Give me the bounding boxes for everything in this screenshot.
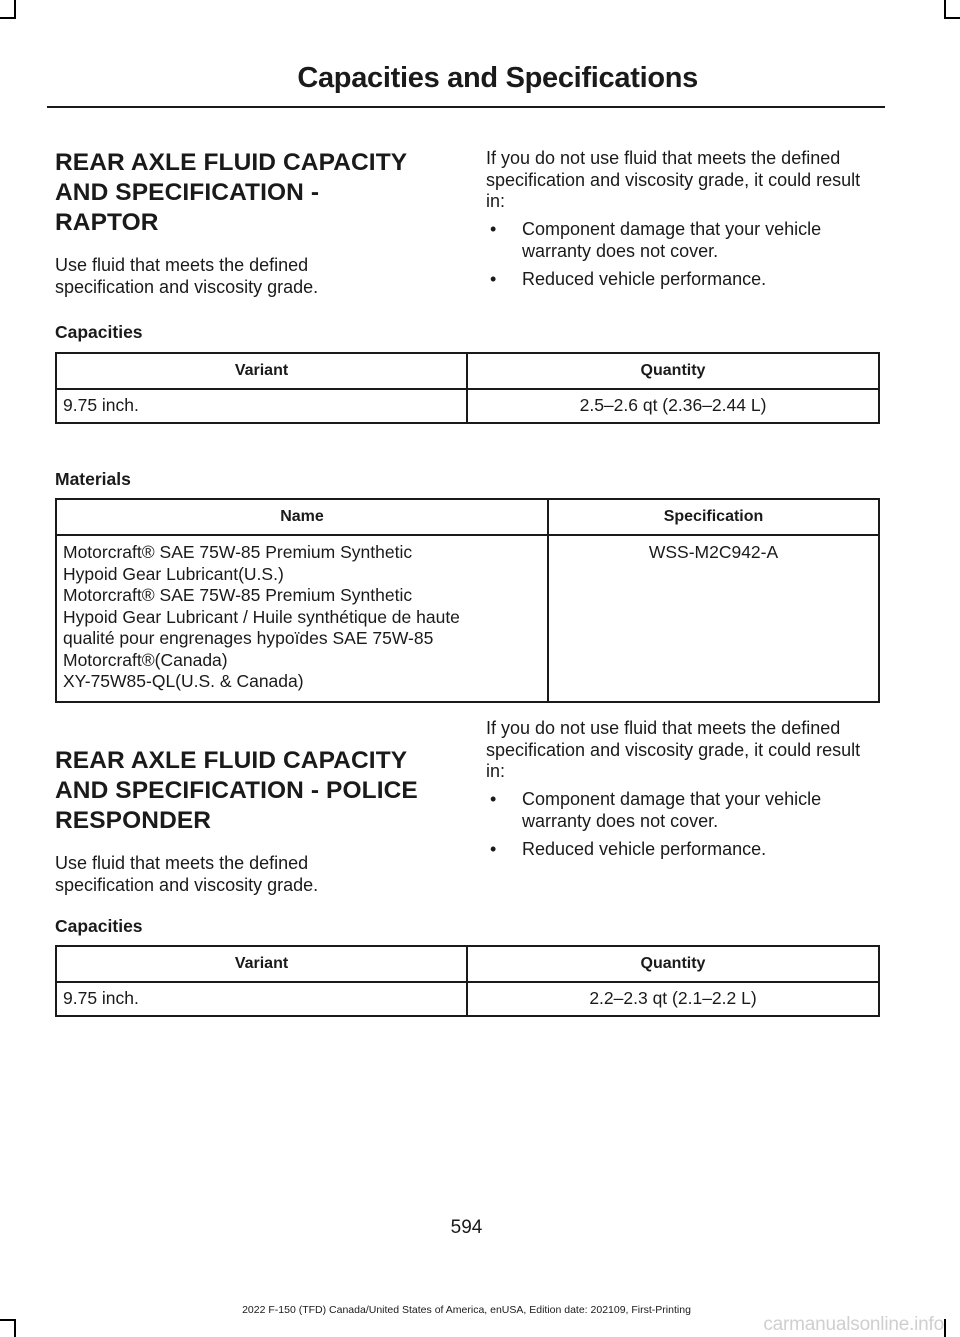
cell-specification: WSS-M2C942-A	[548, 535, 879, 702]
capacities-heading-raptor: Capacities	[55, 322, 143, 342]
list-item	[486, 789, 881, 832]
column-header-quantity: Quantity	[467, 946, 879, 982]
header-divider	[47, 106, 885, 108]
section-title-line: RAPTOR	[55, 209, 159, 236]
capacities-table-police-responder	[55, 945, 880, 1017]
material-name-line: Hypoid Gear Lubricant(U.S.)	[63, 563, 284, 584]
material-name-line: Motorcraft® SAE 75W-85 Premium Synthetic	[63, 585, 413, 605]
crop-mark-top-left-h	[0, 17, 16, 19]
cell-variant: 9.75 inch.	[56, 389, 467, 423]
list-item-text: Component damage that your vehicle warranty does not cover.	[522, 219, 822, 261]
material-name-line: XY-75W85-QL(U.S. & Canada)	[63, 671, 304, 691]
section-title-line: REAR AXLE FLUID CAPACITY	[55, 747, 408, 774]
intro-text-raptor: Use fluid that meets the defined specification and viscosity grade.	[55, 255, 319, 297]
table-row	[56, 982, 879, 1016]
table-row	[56, 389, 879, 423]
crop-mark-bottom-left-v	[14, 1319, 16, 1337]
bullet-icon: •	[490, 269, 497, 289]
section-title-line: RESPONDER	[55, 807, 212, 834]
column-header-variant: Variant	[56, 353, 467, 389]
section-title-line: AND SPECIFICATION -	[55, 179, 320, 206]
section-title-raptor	[55, 148, 455, 238]
list-item-text: Reduced vehicle performance.	[522, 839, 767, 859]
capacities-heading-police-responder: Capacities	[55, 916, 143, 936]
warning-text-raptor: If you do not use fluid that meets the defined specification and viscosity grade, it could result in:	[486, 148, 861, 211]
bullet-icon: •	[490, 219, 497, 239]
crop-mark-top-right-v	[944, 0, 946, 18]
consequence-list-raptor	[486, 219, 881, 298]
crop-mark-top-left-v	[14, 0, 16, 18]
consequence-list-police-responder	[486, 789, 881, 868]
bullet-icon: •	[490, 789, 497, 809]
material-name-line: qualité pour engrenages hypoïdes SAE 75W-85	[63, 628, 434, 648]
section-title-line: AND SPECIFICATION - POLICE	[55, 777, 418, 804]
list-item-text: Reduced vehicle performance.	[522, 269, 767, 289]
page-title: Capacities and Specifications	[297, 62, 698, 94]
materials-heading-raptor: Materials	[55, 469, 131, 489]
watermark-text: carmanualsonline.info	[763, 1314, 944, 1335]
crop-mark-bottom-left-h	[0, 1319, 16, 1321]
column-header-name: Name	[56, 499, 548, 535]
column-header-quantity: Quantity	[467, 353, 879, 389]
crop-mark-top-right-h	[944, 17, 960, 19]
list-item	[486, 269, 881, 291]
list-item	[486, 839, 881, 861]
list-item-text: Component damage that your vehicle warranty does not cover.	[522, 789, 822, 831]
material-name-line: Motorcraft® SAE 75W-85 Premium Synthetic	[63, 542, 413, 562]
column-header-variant: Variant	[56, 946, 467, 982]
table-header-row	[56, 499, 879, 535]
capacities-table-raptor	[55, 352, 880, 424]
page-number: 594	[450, 1217, 483, 1238]
cell-variant: 9.75 inch.	[56, 982, 467, 1016]
cell-quantity: 2.2–2.3 qt (2.1–2.2 L)	[467, 982, 879, 1016]
materials-table-raptor	[55, 498, 880, 703]
list-item	[486, 219, 881, 262]
page-header	[0, 58, 960, 98]
bullet-icon: •	[490, 839, 497, 859]
intro-text-police-responder: Use fluid that meets the defined specification and viscosity grade.	[55, 853, 319, 895]
material-name-line: Hypoid Gear Lubricant / Huile synthétique de haute	[63, 606, 460, 627]
column-header-specification: Specification	[548, 499, 879, 535]
section-title-line: REAR AXLE FLUID CAPACITY	[55, 149, 408, 176]
table-row	[56, 535, 879, 702]
cell-quantity: 2.5–2.6 qt (2.36–2.44 L)	[467, 389, 879, 423]
edition-footer: 2022 F-150 (TFD) Canada/United States of America, enUSA, Edition date: 202109, First-Printing	[242, 1304, 691, 1316]
section-title-police-responder	[55, 746, 465, 836]
cell-material-name	[56, 535, 548, 702]
table-header-row	[56, 353, 879, 389]
warning-text-police-responder: If you do not use fluid that meets the defined specification and viscosity grade, it could result in:	[486, 718, 861, 781]
crop-mark-bottom-right-v	[944, 1319, 946, 1337]
material-name-line: Motorcraft®(Canada)	[63, 649, 228, 670]
table-header-row	[56, 946, 879, 982]
